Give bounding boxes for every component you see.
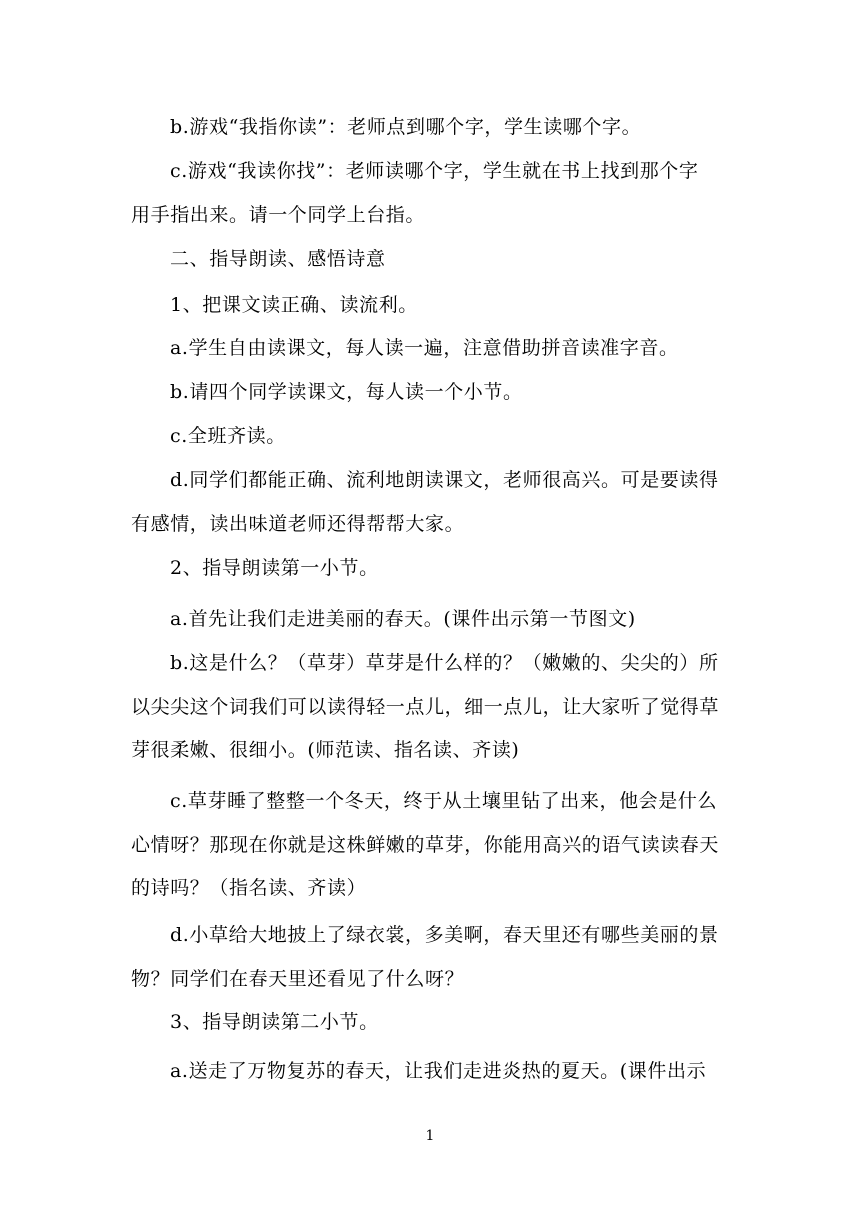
text-line: a.送走了万物复苏的春天，让我们走进炎热的夏天。(课件出示 (170, 1060, 707, 1082)
paragraph-class-reading (131, 415, 731, 459)
paragraph-free-reading (131, 327, 731, 371)
text-line: c.全班齐读。 (170, 425, 286, 447)
text-line: d.小草给大地披上了绿衣裳，多美啊，春天里还有哪些美丽的景 (170, 924, 719, 946)
subheading-second-section (131, 1001, 731, 1045)
text-line: d.同学们都能正确、流利地朗读课文，老师很高兴。可是要读得 (170, 469, 719, 491)
text-line: a.学生自由读课文，每人读一遍，注意借助拼音读准字音。 (170, 337, 679, 359)
text-line: 二、指导朗读、感悟诗意 (170, 248, 386, 270)
text-line: 3、指导朗读第二小节。 (170, 1011, 379, 1033)
paragraph-grass-mood (131, 780, 731, 911)
text-line: c.草芽睡了整整一个冬天，终于从土壤里钻了出来，他会是什么 (170, 790, 718, 812)
paragraph-spring-scenery (131, 914, 731, 1001)
paragraph-game-i-point (131, 106, 731, 150)
text-line: b.游戏“我指你读”：老师点到哪个字，学生读哪个字。 (170, 116, 642, 138)
paragraph-four-students (131, 371, 731, 415)
paragraph-game-i-read (131, 150, 731, 237)
subheading-first-section (131, 547, 731, 591)
text-line: 芽很柔嫩、很细小。(师范读、指名读、齐读) (131, 739, 520, 761)
paragraph-summer (131, 1050, 731, 1094)
text-line: b.请四个同学读课文，每人读一个小节。 (170, 381, 523, 403)
text-line: a.首先让我们走进美丽的春天。(课件出示第一节图文) (170, 608, 636, 630)
text-line: 2、指导朗读第一小节。 (170, 557, 379, 579)
paragraph-grass-buds (131, 642, 731, 773)
paragraph-spring (131, 598, 731, 642)
text-line: b.这是什么？（草芽）草芽是什么样的？（嫩嫩的、尖尖的）所 (170, 652, 719, 674)
text-line: 心情呀？那现在你就是这株鲜嫩的草芽，你能用高兴的语气读读春天 (131, 833, 720, 856)
subheading-read-correctly (131, 284, 731, 328)
text-line: 1、把课文读正确、读流利。 (170, 294, 418, 316)
text-line: 以尖尖这个词我们可以读得轻一点儿，细一点儿，让大家听了觉得草 (131, 695, 720, 718)
section-heading (131, 238, 731, 282)
text-line: 物？同学们在春天里还看见了什么呀？ (131, 967, 465, 990)
text-line: c.游戏“我读你找”：老师读哪个字，学生就在书上找到那个字 (170, 160, 699, 182)
text-line: 有感情，读出味道老师还得帮帮大家。 (131, 512, 465, 535)
paragraph-read-with-feeling (131, 459, 731, 546)
page-number: 1 (425, 1128, 435, 1144)
text-line: 的诗吗？（指名读、齐读） (131, 877, 367, 899)
text-line: 用手指出来。请一个同学上台指。 (131, 203, 426, 226)
